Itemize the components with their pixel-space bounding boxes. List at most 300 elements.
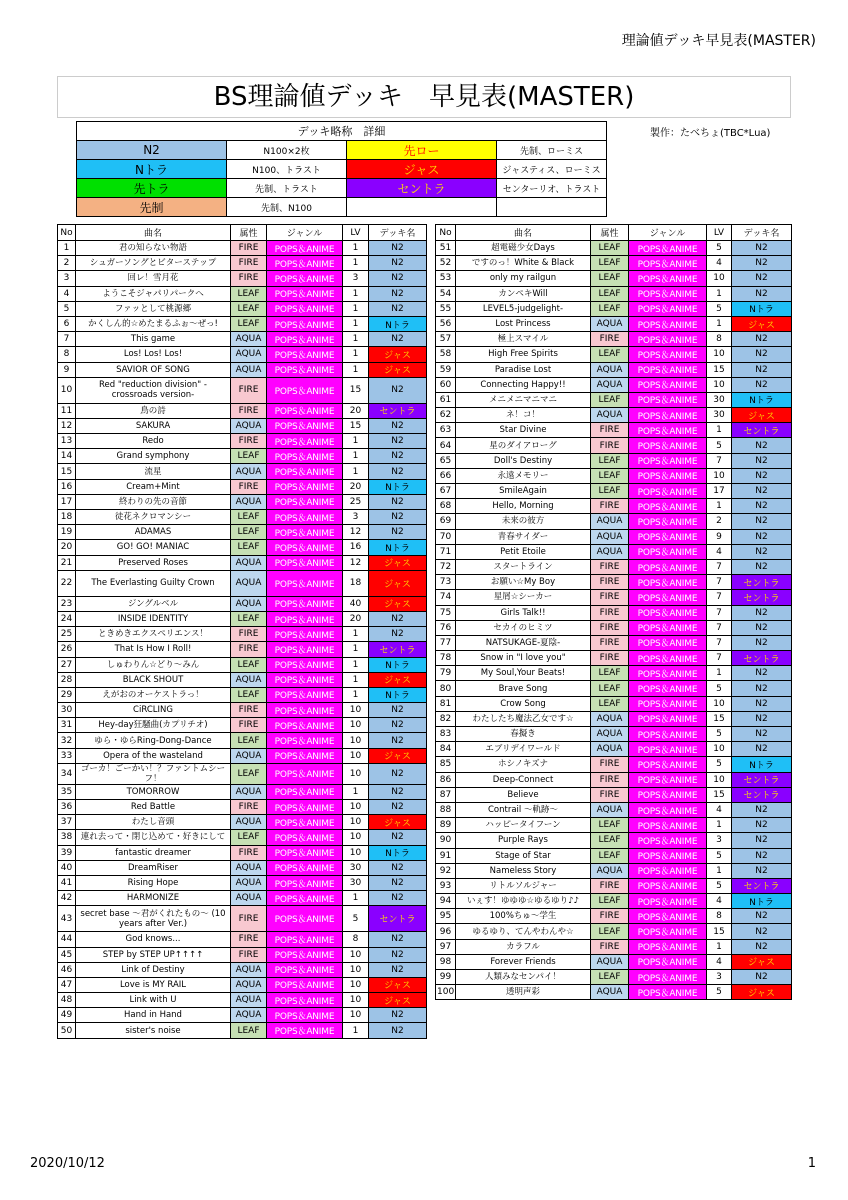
- song-genre: POPS＆ANIME: [629, 620, 707, 635]
- song-level: 15: [707, 711, 732, 726]
- song-number: 6: [58, 316, 76, 331]
- song-level: 5: [707, 848, 732, 863]
- song-genre: POPS＆ANIME: [629, 863, 707, 878]
- song-number: 78: [436, 651, 456, 666]
- song-attribute: AQUA: [591, 863, 629, 878]
- song-level: 10: [343, 962, 369, 977]
- song-deck: セントラ: [732, 423, 792, 438]
- song-genre: POPS＆ANIME: [267, 703, 343, 718]
- song-genre: POPS＆ANIME: [267, 449, 343, 464]
- song-attribute: LEAF: [591, 970, 629, 985]
- song-row: [436, 438, 792, 453]
- song-deck: N2: [732, 696, 792, 711]
- song-number: 55: [436, 301, 456, 316]
- song-attribute: FIRE: [231, 947, 267, 962]
- song-row: [58, 830, 427, 845]
- legend-deck-desc: 先制、ローミス: [497, 141, 607, 160]
- song-number: 84: [436, 742, 456, 757]
- song-title: CiRCLING: [76, 703, 231, 718]
- song-deck: N2: [369, 510, 427, 525]
- song-deck: N2: [369, 301, 427, 316]
- song-title: ハッピータイフーン: [456, 818, 591, 833]
- song-number: 85: [436, 757, 456, 772]
- song-level: 20: [343, 479, 369, 494]
- legend-deck-desc: 先制、N100: [227, 198, 347, 217]
- song-deck: N2: [369, 271, 427, 286]
- song-level: 1: [343, 256, 369, 271]
- song-deck: N2: [732, 635, 792, 650]
- song-attribute: LEAF: [591, 392, 629, 407]
- song-table-left: [57, 224, 427, 1039]
- song-deck: ジャス: [369, 362, 427, 377]
- song-row: [58, 418, 427, 433]
- song-level: 1: [343, 347, 369, 362]
- song-attribute: FIRE: [231, 845, 267, 860]
- song-row: [436, 499, 792, 514]
- song-attribute: LEAF: [231, 286, 267, 301]
- song-row: [58, 891, 427, 906]
- song-deck: N2: [369, 763, 427, 784]
- song-genre: POPS＆ANIME: [629, 711, 707, 726]
- song-attribute: AQUA: [231, 418, 267, 433]
- song-number: 46: [58, 962, 76, 977]
- song-title: sister's noise: [76, 1023, 231, 1038]
- song-level: 1: [343, 286, 369, 301]
- song-level: 15: [343, 418, 369, 433]
- song-row: [436, 362, 792, 377]
- song-genre: POPS＆ANIME: [629, 377, 707, 392]
- song-row: [436, 802, 792, 817]
- song-level: 1: [343, 464, 369, 479]
- song-title: SAVIOR OF SONG: [76, 362, 231, 377]
- song-level: 1: [707, 499, 732, 514]
- song-number: 98: [436, 954, 456, 969]
- song-title: Grand symphony: [76, 449, 231, 464]
- song-deck: N2: [732, 559, 792, 574]
- song-deck: N2: [732, 271, 792, 286]
- song-attribute: FIRE: [591, 605, 629, 620]
- song-title: secret base ～君がくれたもの～ (10 years after Ver.): [76, 906, 231, 932]
- song-number: 34: [58, 763, 76, 784]
- song-level: 17: [707, 484, 732, 499]
- song-deck: N2: [732, 484, 792, 499]
- song-row: [58, 875, 427, 890]
- song-number: 81: [436, 696, 456, 711]
- song-title: わたし音頭: [76, 815, 231, 830]
- song-number: 27: [58, 657, 76, 672]
- song-attribute: AQUA: [591, 316, 629, 331]
- song-deck: N2: [732, 377, 792, 392]
- song-title: 徒花ネクロマンシー: [76, 510, 231, 525]
- song-number: 49: [58, 1008, 76, 1023]
- song-row: [58, 672, 427, 687]
- song-genre: POPS＆ANIME: [629, 271, 707, 286]
- song-title: Purple Rays: [456, 833, 591, 848]
- song-deck: N2: [732, 544, 792, 559]
- song-attribute: LEAF: [231, 449, 267, 464]
- song-attribute: LEAF: [591, 271, 629, 286]
- song-genre: POPS＆ANIME: [629, 939, 707, 954]
- song-level: 30: [343, 875, 369, 890]
- song-level: 10: [707, 772, 732, 787]
- song-deck: Nトラ: [732, 301, 792, 316]
- song-deck: N2: [369, 611, 427, 626]
- song-attribute: LEAF: [591, 681, 629, 696]
- song-number: 62: [436, 408, 456, 423]
- song-title: Hey-day狂騒曲(カプリチオ): [76, 718, 231, 733]
- song-row: [436, 514, 792, 529]
- song-title: わたしたち魔法乙女です☆: [456, 711, 591, 726]
- song-title: シュガーソングとビターステップ: [76, 256, 231, 271]
- song-level: 1: [343, 672, 369, 687]
- song-attribute: AQUA: [591, 711, 629, 726]
- legend-deck-name: Nトラ: [77, 160, 227, 179]
- song-genre: POPS＆ANIME: [629, 787, 707, 802]
- song-genre: POPS＆ANIME: [629, 651, 707, 666]
- song-level: 4: [707, 894, 732, 909]
- song-attribute: FIRE: [591, 575, 629, 590]
- song-row: [58, 845, 427, 860]
- song-title: 終わりの先の音節: [76, 494, 231, 509]
- song-number: 86: [436, 772, 456, 787]
- header-attr: 属性: [591, 225, 629, 241]
- song-title: LEVEL5-judgelight-: [456, 301, 591, 316]
- song-attribute: AQUA: [591, 514, 629, 529]
- song-number: 14: [58, 449, 76, 464]
- footer-date: 2020/10/12: [30, 1156, 105, 1171]
- song-row: [436, 241, 792, 256]
- song-number: 32: [58, 733, 76, 748]
- song-title: The Everlasting Guilty Crown: [76, 570, 231, 596]
- song-level: 20: [343, 611, 369, 626]
- song-title: Petit Etoile: [456, 544, 591, 559]
- song-attribute: FIRE: [591, 878, 629, 893]
- song-deck: Nトラ: [732, 392, 792, 407]
- song-level: 10: [343, 993, 369, 1008]
- song-row: [436, 681, 792, 696]
- song-level: 3: [707, 833, 732, 848]
- song-level: 15: [707, 787, 732, 802]
- song-attribute: FIRE: [591, 620, 629, 635]
- song-row: [58, 241, 427, 256]
- song-row: [436, 757, 792, 772]
- song-genre: POPS＆ANIME: [629, 332, 707, 347]
- song-attribute: AQUA: [231, 362, 267, 377]
- song-number: 3: [58, 271, 76, 286]
- song-row: [436, 939, 792, 954]
- song-genre: POPS＆ANIME: [629, 878, 707, 893]
- song-row: [58, 301, 427, 316]
- song-row: [58, 403, 427, 418]
- song-level: 10: [707, 377, 732, 392]
- legend-deck-desc: 先制、トラスト: [227, 179, 347, 198]
- song-row: [436, 590, 792, 605]
- song-deck: N2: [732, 241, 792, 256]
- song-level: 1: [343, 332, 369, 347]
- song-deck: ジャス: [369, 596, 427, 611]
- song-deck: N2: [369, 891, 427, 906]
- header-title: 曲名: [76, 225, 231, 241]
- song-genre: POPS＆ANIME: [267, 748, 343, 763]
- song-deck: N2: [732, 848, 792, 863]
- song-level: 10: [343, 800, 369, 815]
- song-deck: N2: [732, 909, 792, 924]
- song-title: fantastic dreamer: [76, 845, 231, 860]
- song-attribute: AQUA: [231, 875, 267, 890]
- song-level: 30: [707, 408, 732, 423]
- song-level: 10: [343, 815, 369, 830]
- song-title: セカイのヒミツ: [456, 620, 591, 635]
- song-row: [436, 954, 792, 969]
- song-genre: POPS＆ANIME: [267, 525, 343, 540]
- song-title: Lost Princess: [456, 316, 591, 331]
- song-row: [436, 727, 792, 742]
- song-row: [58, 993, 427, 1008]
- song-level: 5: [707, 438, 732, 453]
- song-number: 25: [58, 627, 76, 642]
- song-title: ゴーカ！ごーかい！？ファントムシーフ！: [76, 763, 231, 784]
- song-level: 1: [343, 891, 369, 906]
- song-title: リトルソルジャー: [456, 878, 591, 893]
- song-row: [436, 347, 792, 362]
- song-number: 66: [436, 468, 456, 483]
- song-deck: N2: [369, 256, 427, 271]
- song-genre: POPS＆ANIME: [267, 784, 343, 799]
- song-attribute: LEAF: [591, 833, 629, 848]
- song-level: 1: [343, 1023, 369, 1038]
- song-genre: POPS＆ANIME: [267, 596, 343, 611]
- header-deck: デッキ名: [732, 225, 792, 241]
- song-level: 12: [343, 525, 369, 540]
- song-deck: N2: [369, 286, 427, 301]
- song-title: ADAMAS: [76, 525, 231, 540]
- song-title: ホシノキズナ: [456, 757, 591, 772]
- song-genre: POPS＆ANIME: [629, 529, 707, 544]
- song-number: 74: [436, 590, 456, 605]
- song-number: 53: [436, 271, 456, 286]
- song-genre: POPS＆ANIME: [267, 962, 343, 977]
- song-attribute: LEAF: [591, 696, 629, 711]
- song-number: 72: [436, 559, 456, 574]
- song-level: 10: [707, 271, 732, 286]
- song-attribute: FIRE: [231, 479, 267, 494]
- song-number: 17: [58, 494, 76, 509]
- legend-deck-name: [347, 198, 497, 217]
- song-row: [58, 286, 427, 301]
- song-title: えがおのオーケストラっ！: [76, 687, 231, 702]
- song-title: This game: [76, 332, 231, 347]
- song-row: [436, 423, 792, 438]
- song-row: [58, 815, 427, 830]
- song-deck: N2: [369, 449, 427, 464]
- song-row: [58, 555, 427, 570]
- song-deck: N2: [369, 800, 427, 815]
- song-level: 1: [707, 939, 732, 954]
- song-genre: POPS＆ANIME: [629, 924, 707, 939]
- song-attribute: LEAF: [591, 848, 629, 863]
- song-level: 10: [707, 696, 732, 711]
- song-level: 30: [707, 392, 732, 407]
- song-level: 5: [707, 757, 732, 772]
- song-row: [436, 833, 792, 848]
- song-title: エブリデイワールド: [456, 742, 591, 757]
- song-level: 8: [707, 909, 732, 924]
- song-level: 1: [343, 642, 369, 657]
- song-number: 93: [436, 878, 456, 893]
- song-genre: POPS＆ANIME: [629, 301, 707, 316]
- song-attribute: FIRE: [231, 642, 267, 657]
- song-deck: N2: [732, 438, 792, 453]
- song-title: 永遠メモリー: [456, 468, 591, 483]
- song-title: Crow Song: [456, 696, 591, 711]
- song-title: High Free Spirits: [456, 347, 591, 362]
- song-title: 回レ！雪月花: [76, 271, 231, 286]
- song-title: My Soul,Your Beats!: [456, 666, 591, 681]
- song-attribute: FIRE: [591, 332, 629, 347]
- song-level: 5: [707, 985, 732, 1000]
- song-level: 9: [707, 529, 732, 544]
- song-row: [436, 575, 792, 590]
- song-deck: Nトラ: [369, 845, 427, 860]
- song-number: 35: [58, 784, 76, 799]
- song-title: 連れ去って・閉じ込めて・好きにして: [76, 830, 231, 845]
- song-row: [436, 787, 792, 802]
- song-attribute: AQUA: [231, 815, 267, 830]
- song-attribute: FIRE: [591, 559, 629, 574]
- song-number: 79: [436, 666, 456, 681]
- song-number: 45: [58, 947, 76, 962]
- song-row: [58, 510, 427, 525]
- song-genre: POPS＆ANIME: [629, 559, 707, 574]
- song-row: [436, 651, 792, 666]
- song-row: [58, 977, 427, 992]
- song-title: 流星: [76, 464, 231, 479]
- song-attribute: AQUA: [591, 985, 629, 1000]
- song-level: 5: [707, 681, 732, 696]
- song-number: 83: [436, 727, 456, 742]
- song-level: 1: [707, 818, 732, 833]
- song-level: 1: [343, 627, 369, 642]
- song-attribute: LEAF: [591, 241, 629, 256]
- song-number: 99: [436, 970, 456, 985]
- header-deck: デッキ名: [369, 225, 427, 241]
- song-row: [58, 748, 427, 763]
- song-level: 4: [707, 802, 732, 817]
- song-genre: POPS＆ANIME: [267, 479, 343, 494]
- song-title: 鳥の詩: [76, 403, 231, 418]
- song-genre: POPS＆ANIME: [267, 1008, 343, 1023]
- song-row: [436, 863, 792, 878]
- song-deck: ジャス: [369, 748, 427, 763]
- legend-deck-name: ジャス: [347, 160, 497, 179]
- song-row: [436, 666, 792, 681]
- song-title: ネ！コ！: [456, 408, 591, 423]
- song-number: 73: [436, 575, 456, 590]
- song-attribute: FIRE: [231, 718, 267, 733]
- song-title: INSIDE IDENTITY: [76, 611, 231, 626]
- song-number: 54: [436, 286, 456, 301]
- song-number: 43: [58, 906, 76, 932]
- song-genre: POPS＆ANIME: [267, 271, 343, 286]
- header-title: 曲名: [456, 225, 591, 241]
- song-deck: セントラ: [732, 772, 792, 787]
- song-genre: POPS＆ANIME: [267, 733, 343, 748]
- song-row: [58, 377, 427, 403]
- song-attribute: AQUA: [231, 596, 267, 611]
- song-level: 7: [707, 635, 732, 650]
- song-level: 10: [343, 977, 369, 992]
- song-title: Redo: [76, 434, 231, 449]
- song-deck: ジャス: [732, 408, 792, 423]
- song-genre: POPS＆ANIME: [267, 718, 343, 733]
- song-deck: セントラ: [732, 575, 792, 590]
- song-title: STEP by STEP UP↑↑↑↑: [76, 947, 231, 962]
- song-title: Paradise Lost: [456, 362, 591, 377]
- song-level: 3: [343, 271, 369, 286]
- song-deck: N2: [732, 863, 792, 878]
- song-genre: POPS＆ANIME: [629, 453, 707, 468]
- song-genre: POPS＆ANIME: [267, 256, 343, 271]
- page-header-title: 理論値デッキ早見表(MASTER): [621, 33, 816, 49]
- song-deck: N2: [732, 286, 792, 301]
- song-attribute: AQUA: [231, 891, 267, 906]
- song-row: [436, 392, 792, 407]
- song-attribute: LEAF: [591, 484, 629, 499]
- song-level: 7: [707, 620, 732, 635]
- song-attribute: AQUA: [591, 802, 629, 817]
- song-row: [58, 494, 427, 509]
- song-deck: N2: [369, 703, 427, 718]
- song-deck: N2: [369, 418, 427, 433]
- song-row: [436, 696, 792, 711]
- song-level: 5: [707, 241, 732, 256]
- song-row: [436, 271, 792, 286]
- song-genre: POPS＆ANIME: [629, 286, 707, 301]
- song-genre: POPS＆ANIME: [267, 1023, 343, 1038]
- song-attribute: FIRE: [591, 590, 629, 605]
- song-title: 極上スマイル: [456, 332, 591, 347]
- song-title: Contrail ～軌跡～: [456, 802, 591, 817]
- song-deck: Nトラ: [369, 316, 427, 331]
- song-genre: POPS＆ANIME: [267, 815, 343, 830]
- header-genre: ジャンル: [267, 225, 343, 241]
- song-title: Los! Los! Los!: [76, 347, 231, 362]
- song-number: 30: [58, 703, 76, 718]
- song-level: 5: [343, 906, 369, 932]
- song-number: 47: [58, 977, 76, 992]
- song-attribute: FIRE: [231, 627, 267, 642]
- song-level: 40: [343, 596, 369, 611]
- song-row: [58, 687, 427, 702]
- song-number: 65: [436, 453, 456, 468]
- song-deck: ジャス: [369, 555, 427, 570]
- song-deck: N2: [732, 468, 792, 483]
- song-deck: N2: [732, 727, 792, 742]
- song-attribute: AQUA: [231, 784, 267, 799]
- song-attribute: AQUA: [231, 962, 267, 977]
- song-number: 87: [436, 787, 456, 802]
- song-number: 36: [58, 800, 76, 815]
- song-level: 15: [343, 377, 369, 403]
- song-deck: セントラ: [369, 906, 427, 932]
- song-attribute: LEAF: [591, 301, 629, 316]
- song-deck: N2: [732, 347, 792, 362]
- song-genre: POPS＆ANIME: [267, 403, 343, 418]
- song-title: Love is MY RAIL: [76, 977, 231, 992]
- song-number: 94: [436, 894, 456, 909]
- song-level: 10: [343, 718, 369, 733]
- song-number: 58: [436, 347, 456, 362]
